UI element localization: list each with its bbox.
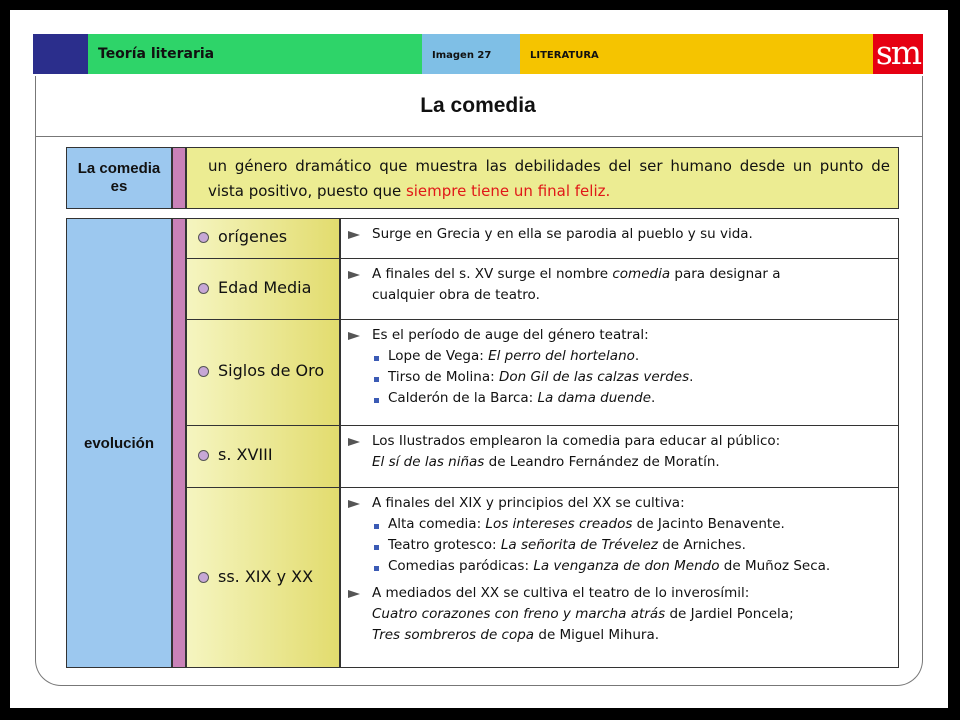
description-line bbox=[388, 348, 639, 364]
era-bullet-icon bbox=[198, 572, 209, 583]
description-text: A finales del XIX y principios del XX se cultiva: bbox=[372, 495, 685, 511]
description-text: cualquier obra de teatro. bbox=[372, 287, 540, 303]
era-edad-media: Edad Media bbox=[218, 277, 312, 297]
evolution-strip bbox=[172, 218, 186, 668]
description-line bbox=[372, 606, 794, 622]
row-divider bbox=[186, 319, 899, 320]
description-line bbox=[372, 433, 780, 449]
era-bullet-icon bbox=[198, 283, 209, 294]
row-divider bbox=[186, 258, 899, 259]
description-text: de Muñoz Seca. bbox=[719, 558, 831, 574]
work-title: El perro del hortelano bbox=[488, 348, 635, 364]
work-title: Tres sombreros de copa bbox=[372, 627, 535, 643]
description-line bbox=[388, 537, 746, 553]
description-text: . bbox=[651, 390, 656, 406]
era-bullet-icon bbox=[198, 366, 209, 377]
description-line bbox=[372, 266, 781, 282]
era-ss-xix-y-xx: ss. XIX y XX bbox=[218, 566, 314, 586]
header-navy-block bbox=[33, 34, 88, 74]
description-text: A mediados del XX se cultiva el teatro de lo inverosímil: bbox=[372, 585, 750, 601]
arrow-icon bbox=[348, 590, 360, 598]
era-s-xviii: s. XVIII bbox=[218, 445, 273, 464]
arrow-icon bbox=[348, 438, 360, 446]
work-title: El sí de las niñas bbox=[372, 454, 485, 470]
publisher-logo-text: sm bbox=[875, 33, 921, 72]
work-title: Cuatro corazones con freno y marcha atrás bbox=[372, 606, 666, 622]
square-bullet-icon bbox=[374, 398, 379, 403]
description-text: Surge en Grecia y en ella se parodia al pueblo y su vida. bbox=[372, 226, 753, 242]
definition-strip bbox=[172, 147, 186, 209]
definition-text bbox=[208, 154, 890, 204]
definition-text-highlight: siempre tiene un final feliz. bbox=[405, 182, 611, 200]
arrow-icon bbox=[348, 332, 360, 340]
arrow-icon bbox=[348, 231, 360, 239]
description-text: de Jacinto Benavente. bbox=[632, 516, 785, 532]
square-bullet-icon bbox=[374, 356, 379, 361]
work-title: Don Gil de las calzas verdes bbox=[498, 369, 690, 385]
era-siglos-de-oro: Siglos de Oro bbox=[218, 361, 325, 380]
definition-label bbox=[66, 160, 172, 196]
row-divider bbox=[186, 425, 899, 426]
description-text: . bbox=[689, 369, 694, 385]
work-title: Los intereses creados bbox=[485, 516, 633, 532]
description-text: para designar a bbox=[670, 266, 781, 282]
description-text: de Miguel Mihura. bbox=[534, 627, 660, 643]
description-line bbox=[372, 287, 540, 303]
description-text: Los Ilustrados emplearon la comedia para educar al público: bbox=[372, 433, 781, 449]
definition-label-line1: La comedia bbox=[77, 160, 161, 177]
evolution-label: evolución bbox=[83, 435, 154, 452]
description-text: Es el período de auge del género teatral: bbox=[372, 327, 649, 343]
definition-text-plain: un género dramático que muestra las debilidades del ser humano desde un punto de vista positivo, puesto que bbox=[208, 157, 890, 200]
description-text: Tirso de Molina: bbox=[388, 369, 499, 385]
description-text: Alta comedia: bbox=[388, 516, 486, 532]
era-origenes: orígenes bbox=[218, 227, 288, 246]
square-bullet-icon bbox=[374, 566, 379, 571]
description-line bbox=[372, 627, 659, 643]
description-line bbox=[388, 390, 655, 406]
arrow-icon bbox=[348, 500, 360, 508]
page-title: La comedia bbox=[420, 94, 536, 117]
header-section-title: Teoría literaria bbox=[98, 46, 215, 62]
header-subject-label: LITERATURA bbox=[530, 50, 599, 61]
work-title: La señorita de Trévelez bbox=[500, 537, 658, 553]
era-bullet-icon bbox=[198, 450, 209, 461]
description-text: de Leandro Fernández de Moratín. bbox=[484, 454, 720, 470]
square-bullet-icon bbox=[374, 377, 379, 382]
description-line bbox=[388, 369, 693, 385]
description-text: A finales del s. XV surge el nombre bbox=[372, 266, 613, 282]
description-line bbox=[372, 495, 685, 511]
description-text: Calderón de la Barca: bbox=[388, 390, 538, 406]
square-bullet-icon bbox=[374, 524, 379, 529]
description-line bbox=[372, 454, 720, 470]
description-text: Comedias paródicas: bbox=[388, 558, 534, 574]
description-line bbox=[388, 516, 785, 532]
description-line bbox=[388, 558, 830, 574]
work-title: comedia bbox=[612, 266, 671, 282]
description-text: . bbox=[634, 348, 640, 364]
description-text: Teatro grotesco: bbox=[388, 537, 501, 553]
arrow-icon bbox=[348, 271, 360, 279]
definition-label-line2: es bbox=[110, 178, 128, 195]
header-image-label: Imagen 27 bbox=[432, 50, 492, 61]
description-line bbox=[372, 226, 753, 242]
slide bbox=[10, 10, 948, 708]
description-line bbox=[372, 585, 749, 601]
era-bullet-icon bbox=[198, 232, 209, 243]
description-text: de Arniches. bbox=[657, 537, 746, 553]
description-text: de Jardiel Poncela; bbox=[665, 606, 794, 622]
work-title: La dama duende bbox=[537, 390, 652, 406]
description-line bbox=[372, 327, 649, 343]
square-bullet-icon bbox=[374, 545, 379, 550]
description-text: Lope de Vega: bbox=[388, 348, 489, 364]
work-title: La venganza de don Mendo bbox=[533, 558, 720, 574]
row-divider bbox=[186, 487, 899, 488]
